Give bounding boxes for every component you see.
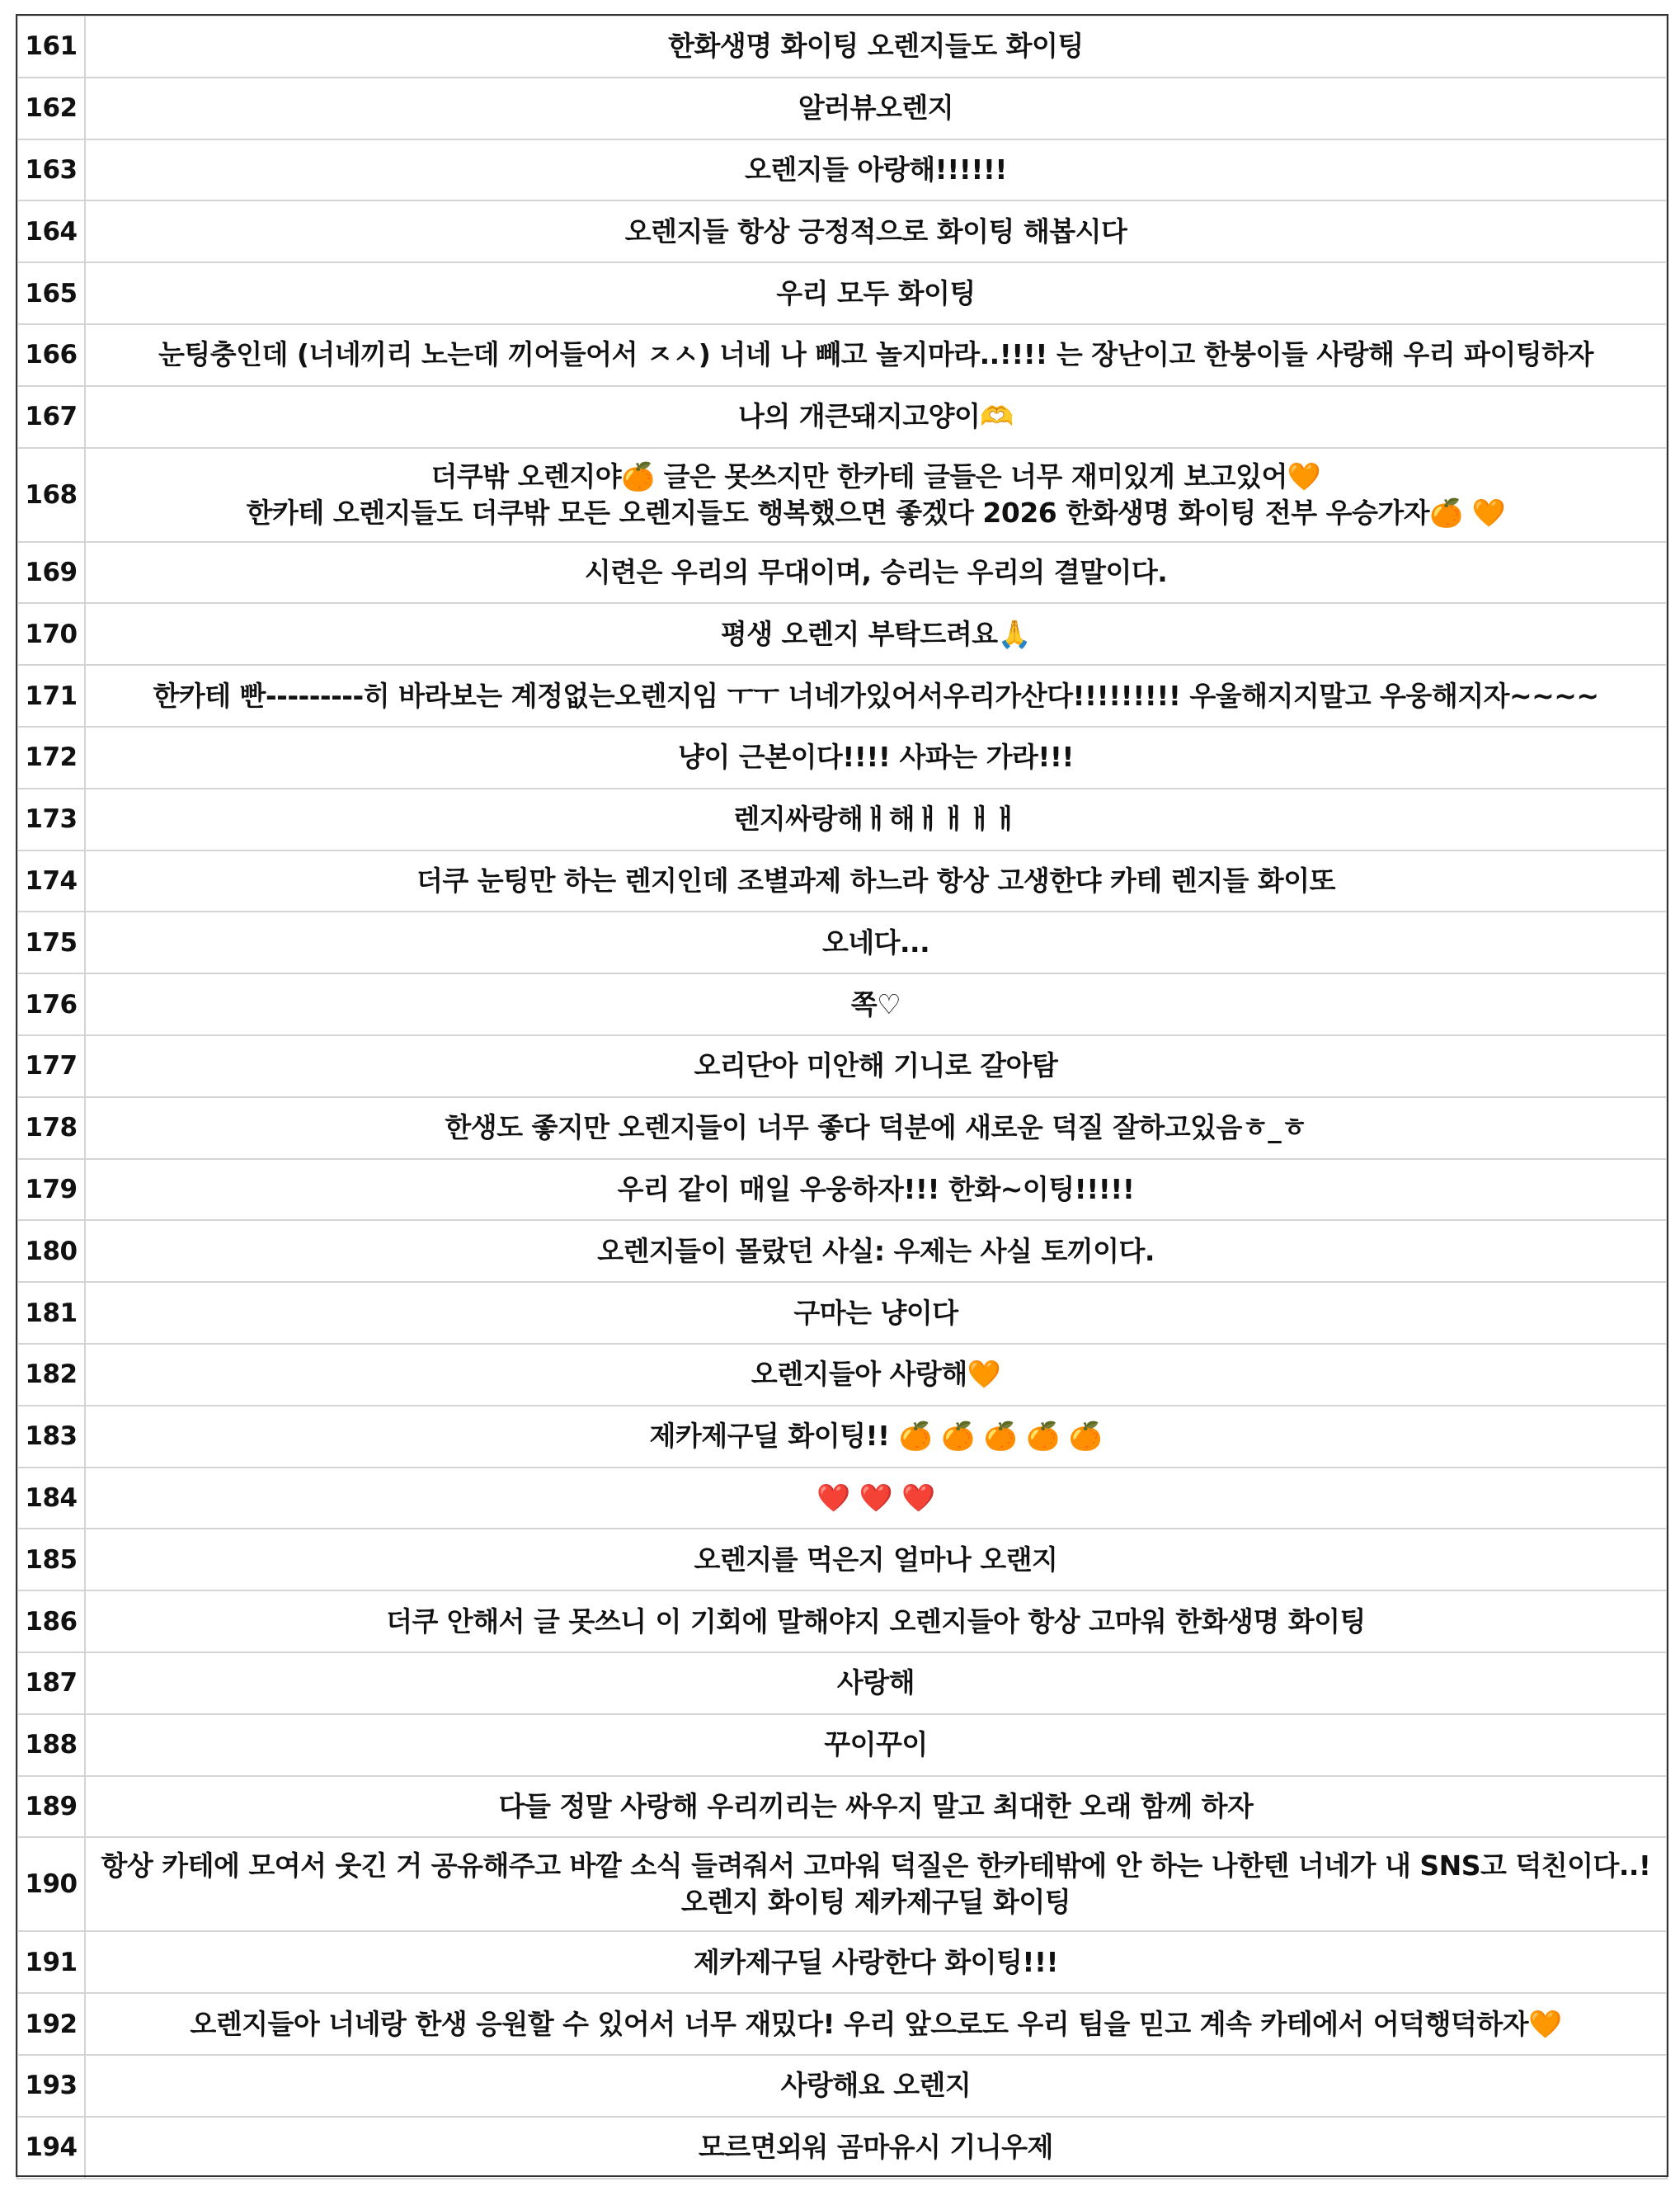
table-row xyxy=(17,1776,1667,1838)
table-row xyxy=(17,1529,1667,1590)
message-cell: 쪽♡ xyxy=(85,973,1667,1035)
row-number-cell: 183 xyxy=(17,1406,85,1468)
message-cell: 평생 오렌지 부탁드려요🙏 xyxy=(85,603,1667,665)
message-cell: 오렌지를 먹은지 얼마나 오랜지 xyxy=(85,1529,1667,1590)
message-cell: 나의 개큰돼지고양이🫶 xyxy=(85,386,1667,448)
row-number-cell: 184 xyxy=(17,1468,85,1529)
message-table-body xyxy=(17,16,1667,2179)
row-number-cell: 194 xyxy=(17,2117,85,2179)
row-number-cell: 179 xyxy=(17,1159,85,1221)
message-cell: 알러뷰오렌지 xyxy=(85,78,1667,139)
message-cell: 사랑해 xyxy=(85,1652,1667,1714)
message-cell: 사랑해요 오렌지 xyxy=(85,2055,1667,2117)
row-number-cell: 178 xyxy=(17,1097,85,1159)
message-cell: 오렌지들 아랑해!!!!!! xyxy=(85,139,1667,201)
message-cell: 우리 같이 매일 우웅하자!!! 한화~이팅!!!!! xyxy=(85,1159,1667,1221)
row-number-cell: 173 xyxy=(17,789,85,850)
table-row xyxy=(17,1993,1667,2055)
message-cell: 오렌지들아 사랑해🧡 xyxy=(85,1344,1667,1406)
row-number-cell: 166 xyxy=(17,324,85,386)
row-number-cell: 189 xyxy=(17,1776,85,1838)
table-row xyxy=(17,1097,1667,1159)
row-number-cell: 174 xyxy=(17,850,85,912)
table-row xyxy=(17,1714,1667,1776)
table-row xyxy=(17,1282,1667,1344)
row-number-cell: 169 xyxy=(17,542,85,604)
table-row xyxy=(17,542,1667,604)
table-row xyxy=(17,1159,1667,1221)
message-cell: 우리 모두 화이팅 xyxy=(85,262,1667,324)
table-row xyxy=(17,448,1667,542)
message-cell: 오네다... xyxy=(85,912,1667,973)
table-row xyxy=(17,789,1667,850)
table-row xyxy=(17,912,1667,973)
row-number-cell: 164 xyxy=(17,200,85,262)
row-number-cell: 167 xyxy=(17,386,85,448)
row-number-cell: 190 xyxy=(17,1837,85,1931)
row-number-cell: 172 xyxy=(17,727,85,789)
row-number-cell: 182 xyxy=(17,1344,85,1406)
message-cell: 항상 카테에 모여서 웃긴 거 공유해주고 바깥 소식 들려줘서 고마워 덕질은 한카테밖에 안 하는 나한텐 너네가 내 SNS고 덕친이다..! 오렌지 화이팅 제카제구딜 화이팅 xyxy=(85,1837,1667,1931)
table-row xyxy=(17,1652,1667,1714)
message-cell: 꾸이꾸이 xyxy=(85,1714,1667,1776)
message-cell: 오렌지들 항상 긍정적으로 화이팅 해봅시다 xyxy=(85,200,1667,262)
message-cell: 오렌지들아 너네랑 한생 응원할 수 있어서 너무 재밌다! 우리 앞으로도 우리 팀을 믿고 계속 카테에서 어덕행덕하자🧡 xyxy=(85,1993,1667,2055)
row-number-cell: 163 xyxy=(17,139,85,201)
row-number-cell: 191 xyxy=(17,1931,85,1993)
row-number-cell: 193 xyxy=(17,2055,85,2117)
row-number-cell: 180 xyxy=(17,1220,85,1282)
table-row xyxy=(17,1035,1667,1097)
row-number-cell: 192 xyxy=(17,1993,85,2055)
table-row xyxy=(17,1406,1667,1468)
table-row xyxy=(17,973,1667,1035)
table-row xyxy=(17,78,1667,139)
message-cell: 한카테 빤---------히 바라보는 계정없는오렌지임 ㅜㅜ 너네가있어서우리가산다!!!!!!!!! 우울해지지말고 우웅해지자~~~~ xyxy=(85,665,1667,727)
message-cell: 시련은 우리의 무대이며, 승리는 우리의 결말이다. xyxy=(85,542,1667,604)
row-number-cell: 175 xyxy=(17,912,85,973)
row-number-cell: 165 xyxy=(17,262,85,324)
message-cell: 더쿠 눈팅만 하는 렌지인데 조별과제 하느라 항상 고생한댜 카테 렌지들 화이또 xyxy=(85,850,1667,912)
table-row xyxy=(17,16,1667,78)
table-row xyxy=(17,1220,1667,1282)
row-number-cell: 171 xyxy=(17,665,85,727)
message-cell: 구마는 냥이다 xyxy=(85,1282,1667,1344)
message-cell: 한생도 좋지만 오렌지들이 너무 좋다 덕분에 새로운 덕질 잘하고있음ㅎ_ㅎ xyxy=(85,1097,1667,1159)
table-row xyxy=(17,727,1667,789)
table-row xyxy=(17,262,1667,324)
table-row xyxy=(17,1590,1667,1652)
table-row xyxy=(17,850,1667,912)
message-cell: ❤️ ❤️ ❤️ xyxy=(85,1468,1667,1529)
message-cell: 렌지싸랑해ㅐ해ㅐㅐㅐㅐ xyxy=(85,789,1667,850)
row-number-cell: 181 xyxy=(17,1282,85,1344)
message-cell: 한화생명 화이팅 오렌지들도 화이팅 xyxy=(85,16,1667,78)
table-row xyxy=(17,2117,1667,2179)
table-row xyxy=(17,324,1667,386)
row-number-cell: 185 xyxy=(17,1529,85,1590)
message-cell: 더쿠 안해서 글 못쓰니 이 기회에 말해야지 오렌지들아 항상 고마워 한화생명 화이팅 xyxy=(85,1590,1667,1652)
table-row xyxy=(17,2055,1667,2117)
table-row xyxy=(17,386,1667,448)
row-number-cell: 188 xyxy=(17,1714,85,1776)
table-row xyxy=(17,1837,1667,1931)
message-cell: 눈팅충인데 (너네끼리 노는데 끼어들어서 ㅈㅅ) 너네 나 빼고 놀지마라..!!!! 는 장난이고 한붕이들 사랑해 우리 파이팅하자 xyxy=(85,324,1667,386)
message-cell: 다들 정말 사랑해 우리끼리는 싸우지 말고 최대한 오래 함께 하자 xyxy=(85,1776,1667,1838)
row-number-cell: 161 xyxy=(17,16,85,78)
message-cell: 오렌지들이 몰랐던 사실: 우제는 사실 토끼이다. xyxy=(85,1220,1667,1282)
table-row xyxy=(17,1344,1667,1406)
message-cell: 제카제구딜 사랑한다 화이팅!!! xyxy=(85,1931,1667,1993)
row-number-cell: 186 xyxy=(17,1590,85,1652)
table-row xyxy=(17,139,1667,201)
table-row xyxy=(17,1468,1667,1529)
message-table xyxy=(16,15,1668,2179)
message-cell: 오리단아 미안해 기니로 갈아탐 xyxy=(85,1035,1667,1097)
message-cell: 냥이 근본이다!!!! 사파는 가라!!! xyxy=(85,727,1667,789)
row-number-cell: 162 xyxy=(17,78,85,139)
row-number-cell: 177 xyxy=(17,1035,85,1097)
row-number-cell: 168 xyxy=(17,448,85,542)
row-number-cell: 176 xyxy=(17,973,85,1035)
message-cell: 더쿠밖 오렌지야🍊 글은 못쓰지만 한카테 글들은 너무 재미있게 보고있어🧡 한카테 오렌지들도 더쿠밖 모든 오렌지들도 행복했으면 좋겠다 2026 한화생명 화이팅 전부 우승가자🍊 🧡 xyxy=(85,448,1667,542)
row-number-cell: 170 xyxy=(17,603,85,665)
message-cell: 제카제구딜 화이팅!! 🍊 🍊 🍊 🍊 🍊 xyxy=(85,1406,1667,1468)
table-row xyxy=(17,603,1667,665)
table-row xyxy=(17,200,1667,262)
row-number-cell: 187 xyxy=(17,1652,85,1714)
table-row xyxy=(17,665,1667,727)
message-cell: 모르면외워 곰마유시 기니우제 xyxy=(85,2117,1667,2179)
table-row xyxy=(17,1931,1667,1993)
